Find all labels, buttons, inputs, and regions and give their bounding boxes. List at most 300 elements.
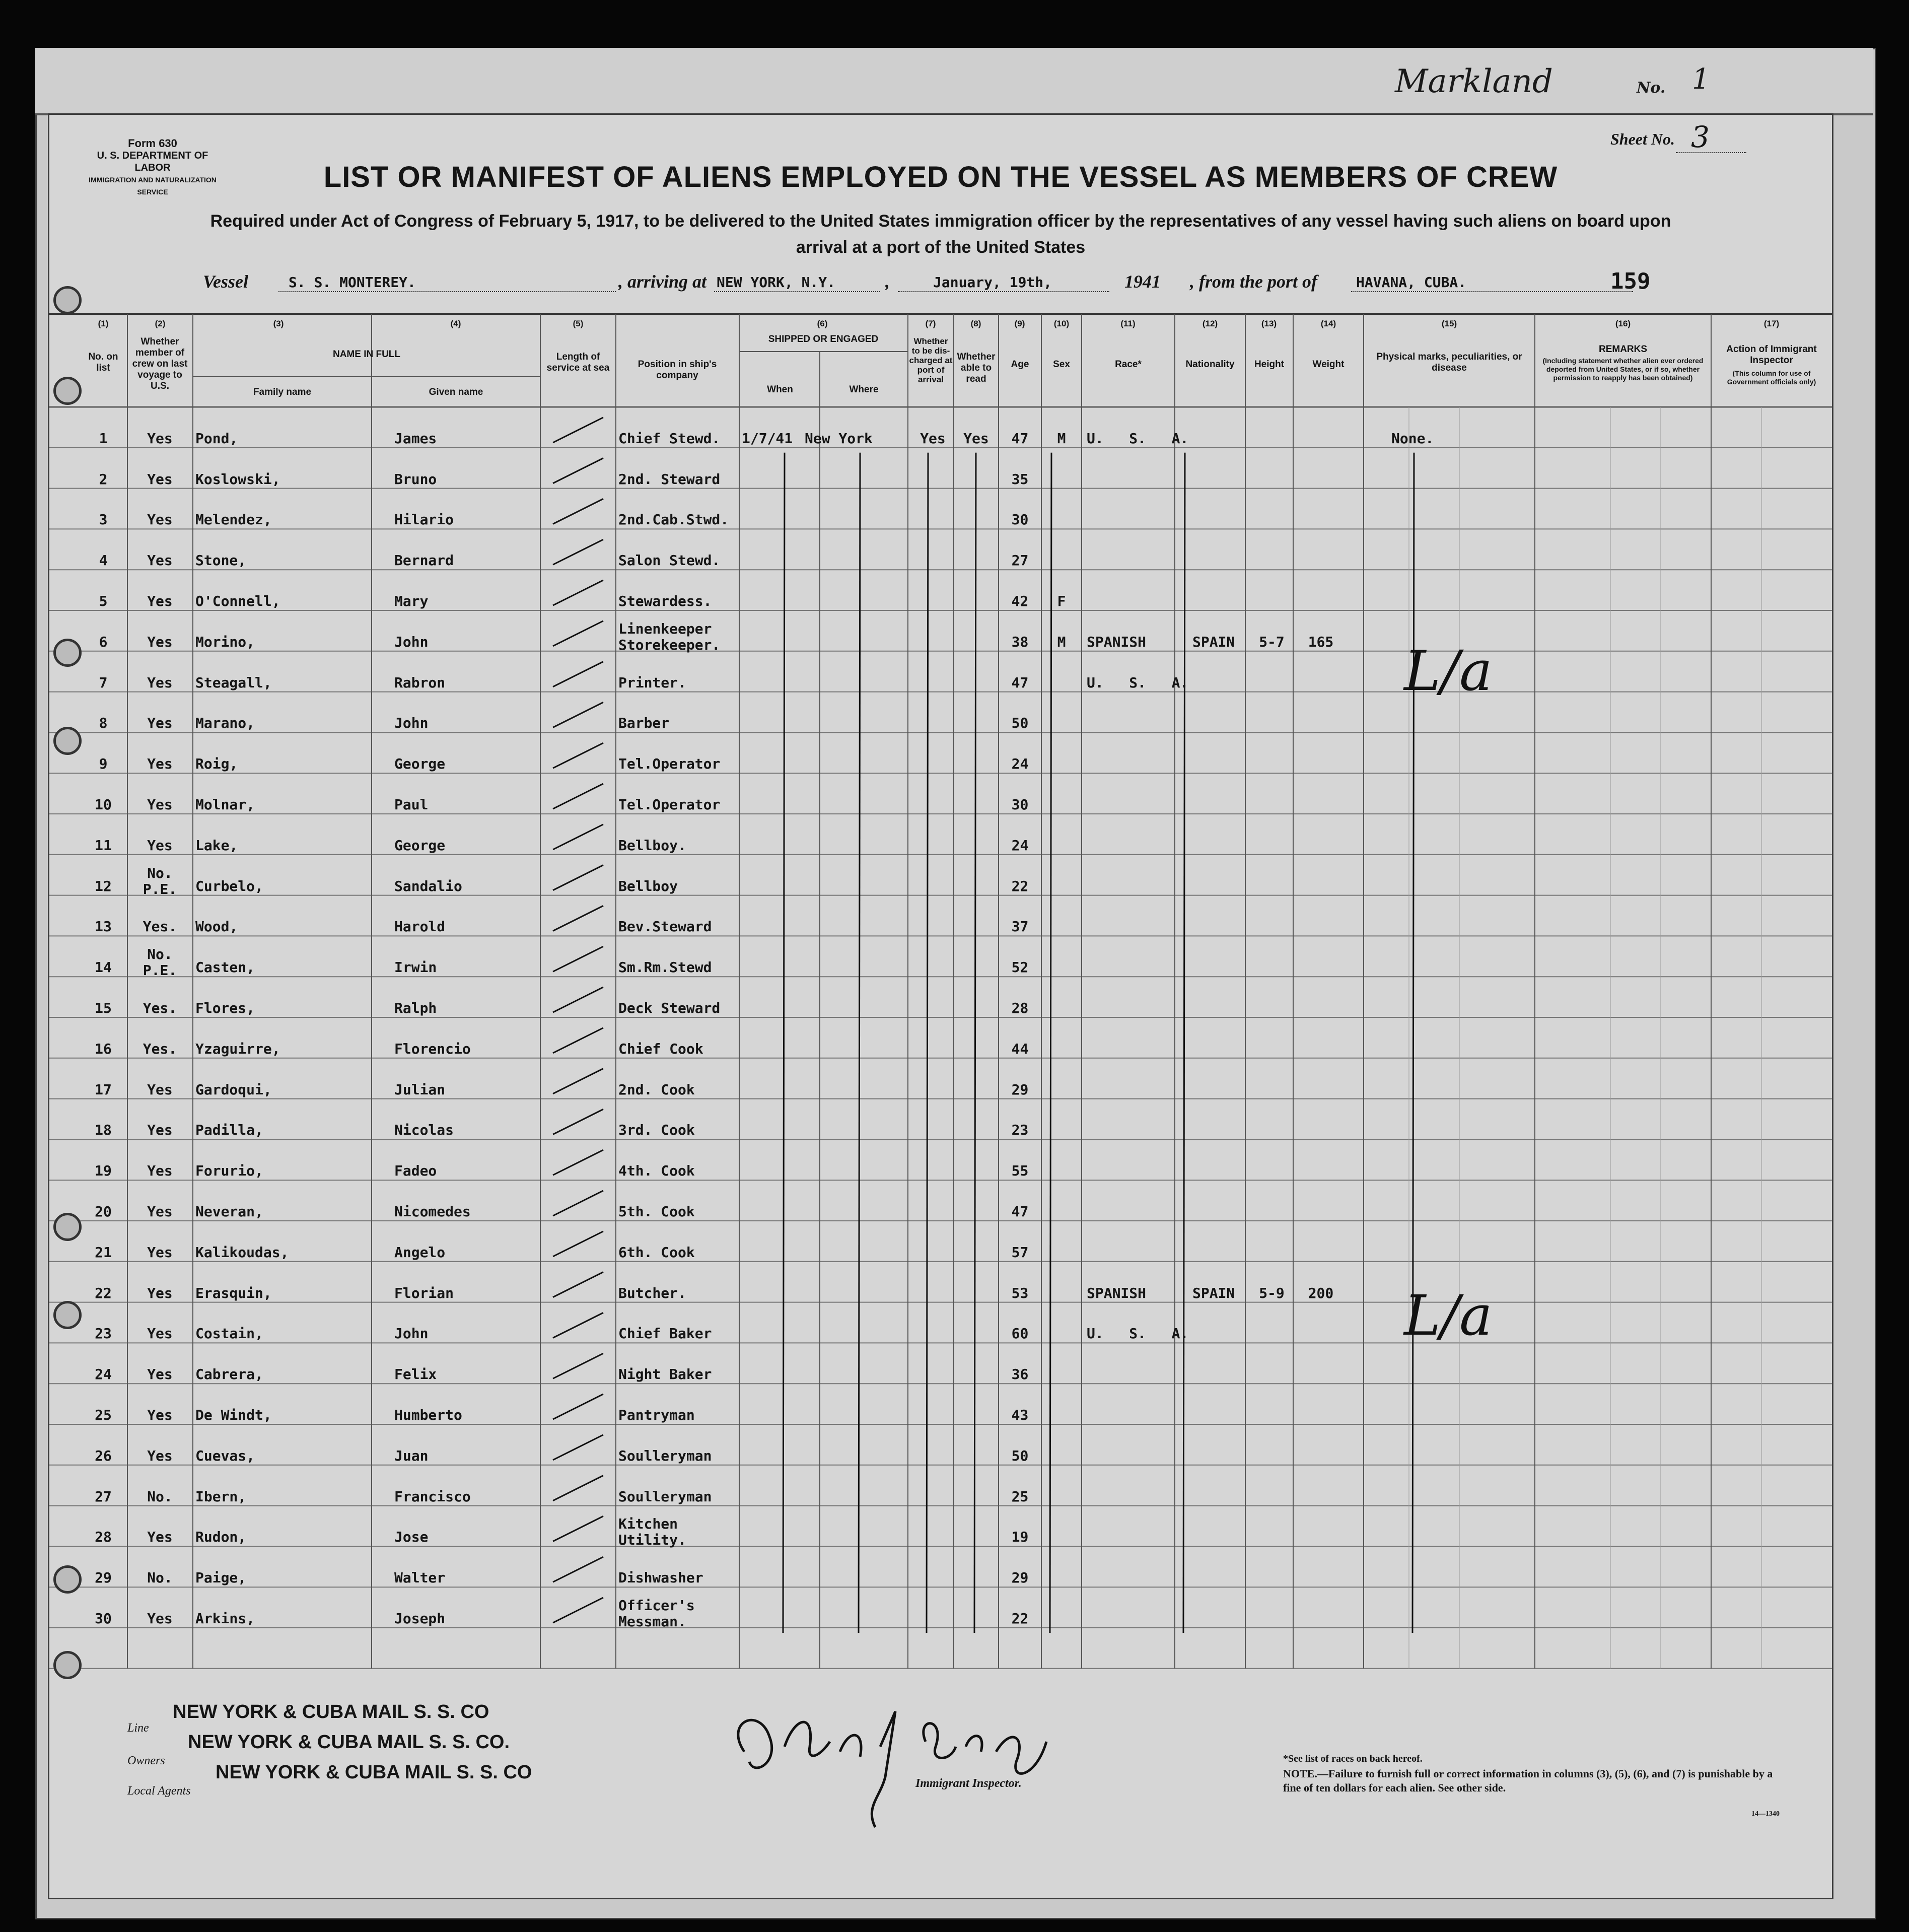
service-tick-mark (553, 784, 603, 809)
member-of-crew: Yes (147, 1284, 173, 1301)
row-number: 28 (95, 1529, 112, 1546)
column-number: (17) (1763, 319, 1780, 328)
discharged: Yes (920, 430, 946, 447)
given-name: Walter (394, 1569, 446, 1586)
member-of-crew: Yes (147, 1407, 173, 1423)
family-name: Marano, (195, 715, 255, 732)
service-tick-mark (553, 865, 603, 890)
row-number: 15 (95, 1000, 112, 1016)
family-name: Lake, (195, 837, 238, 854)
member-of-crew: Yes (147, 1366, 173, 1383)
row-number: 16 (95, 1040, 112, 1057)
header-sex: Sex (1053, 359, 1070, 370)
race: SPANISH (1087, 1284, 1147, 1301)
service-tick-mark (553, 580, 603, 605)
member-of-crew: Yes (147, 633, 173, 650)
top-no-value: 1 (1692, 63, 1710, 96)
binder-hole (53, 1301, 82, 1329)
races-note: *See list of races on back hereof. (1283, 1753, 1423, 1764)
member-of-crew: Yes (147, 1610, 173, 1627)
sheet-number-label: Sheet No. (1610, 130, 1675, 148)
member-of-crew: No. P.E. (143, 864, 177, 898)
row-number: 25 (95, 1407, 112, 1423)
position: Linenkeeper Storekeeper. (618, 620, 721, 653)
service-tick-mark (553, 662, 603, 687)
vessel-value: S. S. MONTEREY. (289, 274, 416, 291)
age: 24 (1011, 837, 1029, 854)
given-name: Angelo (394, 1244, 446, 1261)
member-of-crew: Yes (147, 552, 173, 569)
age: 53 (1011, 1284, 1029, 1301)
page-subtitle: Required under Act of Congress of February 5, 1917, to be delivered to the United States immigration officer by the representatives of any vessel having such aliens on board upon arrival at a port of the United States (210, 212, 1671, 257)
given-name: Hilario (394, 511, 454, 528)
column-number: (7) (925, 319, 936, 328)
age: 43 (1011, 1407, 1029, 1423)
height: 5-7 (1259, 633, 1285, 650)
row-number: 5 (99, 593, 108, 609)
member-of-crew: Yes (147, 470, 173, 488)
binder-hole (53, 377, 82, 405)
family-name: Roig, (195, 755, 238, 773)
row-number: 14 (95, 959, 112, 976)
immigrant-inspector-label: Immigrant Inspector. (915, 1777, 1022, 1790)
member-of-crew: Yes (147, 1529, 173, 1546)
binder-hole (53, 1213, 82, 1241)
member-of-crew: Yes (147, 755, 173, 773)
family-name: Steagall, (195, 674, 272, 691)
sheet-number-value: 3 (1691, 120, 1710, 154)
row-number: 4 (99, 552, 108, 569)
header-remarks: REMARKS (1598, 344, 1648, 355)
header-shipped-or-engaged: SHIPPED OR ENGAGED (768, 334, 879, 344)
la-annotation-row-22: L/a (1404, 1283, 1493, 1348)
row-number: 9 (99, 755, 108, 773)
shipped-when: 1/7/41 (742, 430, 793, 447)
age: 42 (1011, 593, 1029, 609)
row-number: 7 (99, 674, 108, 691)
family-name: Wood, (195, 918, 238, 935)
service-tick-mark (553, 987, 603, 1012)
given-name: Bernard (394, 552, 454, 569)
binder-hole (53, 1651, 82, 1679)
family-name: Ibern, (195, 1488, 247, 1505)
header-physical-marks: Physical marks, peculiarities, or disease (1376, 352, 1522, 373)
column-number: (10) (1053, 319, 1070, 328)
family-name: Paige, (195, 1569, 247, 1586)
age: 52 (1011, 959, 1029, 976)
row-number: 2 (99, 470, 108, 488)
member-of-crew: No. P.E. (143, 946, 177, 979)
row-number: 22 (95, 1284, 112, 1301)
member-of-crew: Yes (147, 715, 173, 732)
position: 5th. Cook (618, 1203, 695, 1220)
column-number: (3) (273, 319, 284, 328)
age: 30 (1011, 511, 1029, 528)
row-number: 29 (95, 1569, 112, 1586)
member-of-crew: Yes. (143, 918, 177, 935)
binder-hole (53, 286, 82, 314)
given-name: Humberto (394, 1407, 462, 1423)
header-height: Height (1254, 359, 1285, 370)
local-agents-label: Local Agents (127, 1784, 191, 1798)
age: 38 (1011, 633, 1029, 650)
family-name: Rudon, (195, 1529, 247, 1546)
service-tick-mark (553, 1476, 603, 1501)
from-label: , from the port of (1190, 271, 1318, 292)
nationality: SPAIN (1192, 633, 1235, 650)
race: SPANISH (1087, 633, 1147, 650)
form-number: Form 630 (128, 137, 177, 150)
member-of-crew: Yes. (143, 1040, 177, 1057)
column-number: (2) (155, 319, 166, 328)
given-name: George (394, 755, 446, 773)
print-code: 14—1340 (1751, 1810, 1780, 1818)
age: 44 (1011, 1040, 1029, 1057)
position: Chief Stewd. (618, 430, 721, 447)
age: 22 (1011, 1610, 1029, 1627)
family-name: O'Connell, (195, 593, 280, 609)
column-number: (11) (1120, 319, 1136, 328)
position: Sm.Rm.Stewd (618, 959, 712, 976)
row-number: 6 (99, 633, 108, 650)
position: Stewardess. (618, 593, 712, 609)
binder-hole (53, 727, 82, 755)
family-name: Padilla, (195, 1122, 263, 1139)
line-value: NEW YORK & CUBA MAIL S. S. CO (173, 1701, 489, 1722)
given-name: Paul (394, 796, 429, 813)
family-name: Melendez, (195, 511, 272, 528)
age: 29 (1011, 1081, 1029, 1098)
sex: M (1057, 430, 1066, 447)
given-name: Fadeo (394, 1162, 437, 1180)
family-name: Stone, (195, 552, 247, 569)
age: 47 (1011, 674, 1029, 691)
given-name: Florencio (394, 1040, 471, 1057)
sex: M (1057, 633, 1066, 650)
column-number: (16) (1615, 319, 1631, 328)
row-number: 24 (95, 1366, 112, 1383)
family-name: Molnar, (195, 796, 255, 813)
member-of-crew: Yes (147, 1244, 173, 1261)
age: 37 (1011, 918, 1029, 935)
header-position: Position in ship's company (638, 359, 717, 381)
family-name: Erasquin, (195, 1284, 272, 1301)
age: 36 (1011, 1366, 1029, 1383)
given-name: Sandalio (394, 877, 462, 894)
row-number: 23 (95, 1325, 112, 1342)
position: 2nd. Cook (618, 1081, 695, 1098)
column-number: (8) (970, 319, 981, 328)
header-race: Race* (1115, 359, 1142, 370)
position: Officer's Messman. (618, 1597, 695, 1630)
row-number: 19 (95, 1162, 112, 1180)
family-name: Curbelo, (195, 877, 263, 894)
row-number: 20 (95, 1203, 112, 1220)
service-tick-mark (553, 1109, 603, 1134)
given-name: Nicomedes (394, 1203, 471, 1220)
given-name: John (394, 633, 429, 650)
column-number: (15) (1441, 319, 1457, 328)
column-number: (6) (817, 319, 828, 328)
position: Chief Baker (618, 1325, 712, 1342)
header-name-in-full: NAME IN FULL (332, 349, 401, 360)
member-of-crew: Yes (147, 837, 173, 854)
service-tick-mark (553, 946, 603, 972)
position: Kitchen Utility. (618, 1515, 686, 1549)
member-of-crew: Yes (147, 796, 173, 813)
weight: 165 (1308, 633, 1334, 650)
column-number: (13) (1261, 319, 1277, 328)
given-name: Julian (394, 1081, 446, 1098)
given-name: Florian (394, 1284, 454, 1301)
ditto-line (783, 453, 785, 1633)
given-name: Francisco (394, 1488, 471, 1505)
member-of-crew: Yes (147, 674, 173, 691)
family-name: Arkins, (195, 1610, 255, 1627)
header-member-of-crew: Whether member of crew on last voyage to U.S. (132, 336, 188, 391)
sex: F (1057, 593, 1066, 609)
service-tick-mark (553, 1598, 603, 1623)
nationality: SPAIN (1192, 1284, 1235, 1301)
vessel-label: Vessel (203, 271, 248, 292)
member-of-crew: No. (147, 1488, 173, 1505)
age: 30 (1011, 796, 1029, 813)
family-name: Cuevas, (195, 1447, 255, 1464)
top-strip (35, 48, 1873, 115)
header-age: Age (1011, 359, 1029, 370)
position: Salon Stewd. (618, 552, 721, 569)
age: 55 (1011, 1162, 1029, 1180)
age: 27 (1011, 552, 1029, 569)
service-tick-mark (553, 418, 603, 443)
age: 47 (1011, 430, 1029, 447)
owners-value: NEW YORK & CUBA MAIL S. S. CO. (188, 1732, 510, 1753)
department-name: U. S. DEPARTMENT OF LABOR (97, 150, 208, 173)
position: Tel.Operator (618, 755, 721, 773)
row-number: 13 (95, 918, 112, 935)
service-tick-mark (553, 1028, 603, 1053)
header-where: Where (849, 384, 879, 395)
member-of-crew: Yes. (143, 1000, 177, 1016)
given-name: James (394, 430, 437, 447)
given-name: Irwin (394, 959, 437, 976)
row-number: 1 (99, 430, 108, 447)
header-no-on-list: No. on list (88, 352, 118, 373)
family-name: Yzaguirre, (195, 1040, 280, 1057)
position: Bellboy. (618, 837, 686, 854)
member-of-crew: Yes (147, 593, 173, 609)
service-tick-mark (553, 1557, 603, 1582)
age: 22 (1011, 877, 1029, 894)
family-name: Morino, (195, 633, 255, 650)
position: 3rd. Cook (618, 1122, 695, 1139)
service-tick-mark (553, 906, 603, 931)
family-name: Casten, (195, 959, 255, 976)
header-family-name: Family name (253, 387, 312, 397)
family-name: Costain, (195, 1325, 263, 1342)
row-number: 10 (95, 796, 112, 813)
age: 24 (1011, 755, 1029, 773)
service-tick-mark (553, 499, 603, 524)
stamp-number: 159 (1610, 268, 1651, 294)
member-of-crew: Yes (147, 1447, 173, 1464)
age: 60 (1011, 1325, 1029, 1342)
row-number: 21 (95, 1244, 112, 1261)
date-comma: , (885, 271, 890, 292)
age: 25 (1011, 1488, 1029, 1505)
row-number: 8 (99, 715, 108, 732)
member-of-crew: Yes (147, 1122, 173, 1139)
position: Soulleryman (618, 1447, 712, 1464)
year-value: 1941 (1124, 271, 1161, 292)
row-number: 11 (95, 837, 112, 854)
handwriting-top-right: Markland (1395, 63, 1553, 100)
local-agents-value: NEW YORK & CUBA MAIL S. S. CO (216, 1762, 532, 1783)
header-remarks-note: (Including statement whether alien ever ordered deported from United States, or if so, whether permission to reapply has been obtained) (1542, 357, 1704, 382)
physical-marks: None. (1391, 430, 1434, 447)
la-annotation-row-6: L/a (1404, 639, 1493, 703)
service-tick-mark (553, 1353, 603, 1378)
member-of-crew: Yes (147, 1203, 173, 1220)
column-number: (5) (573, 319, 584, 328)
given-name: Jose (394, 1529, 429, 1546)
header-able-to-read: Whether able to read (957, 352, 996, 384)
position: Bev.Steward (618, 918, 712, 935)
age: 57 (1011, 1244, 1029, 1261)
header-inspector-action: Action of Immigrant Inspector (1726, 344, 1817, 366)
position: Chief Cook (618, 1040, 703, 1057)
position: 6th. Cook (618, 1244, 695, 1261)
given-name: George (394, 837, 446, 854)
shipped-where: New York (805, 430, 873, 447)
position: Pantryman (618, 1407, 695, 1423)
family-name: Flores, (195, 1000, 255, 1016)
weight: 200 (1308, 1284, 1334, 1301)
family-name: Neveran, (195, 1203, 263, 1220)
family-name: Kalikoudas, (195, 1244, 289, 1261)
position: Soulleryman (618, 1488, 712, 1505)
given-name: John (394, 715, 429, 732)
header-when: When (767, 384, 793, 395)
position: Dishwasher (618, 1569, 703, 1586)
column-number: (14) (1320, 319, 1336, 328)
column-number: (4) (450, 319, 461, 328)
column-number: (12) (1202, 319, 1218, 328)
header-weight: Weight (1312, 359, 1345, 370)
given-name: Felix (394, 1366, 437, 1383)
member-of-crew: Yes (147, 1081, 173, 1098)
row-number: 27 (95, 1488, 112, 1505)
family-name: Forurio, (195, 1162, 263, 1180)
position: 2nd.Cab.Stwd. (618, 511, 729, 528)
member-of-crew: No. (147, 1569, 173, 1586)
binder-hole (53, 639, 82, 667)
service-tick-mark (553, 824, 603, 850)
header-nationality: Nationality (1185, 359, 1235, 370)
age: 35 (1011, 470, 1029, 488)
member-of-crew: Yes (147, 511, 173, 528)
member-of-crew: Yes (147, 430, 173, 447)
age: 47 (1011, 1203, 1029, 1220)
binder-hole (53, 1565, 82, 1594)
page-title: LIST OR MANIFEST OF ALIENS EMPLOYED ON THE VESSEL AS MEMBERS OF CREW (323, 161, 1558, 193)
row-number: 18 (95, 1122, 112, 1139)
able-to-read: Yes (963, 430, 989, 447)
given-name: Nicolas (394, 1122, 454, 1139)
ditto-line (1183, 453, 1185, 1633)
given-name: Bruno (394, 470, 437, 488)
arriving-label: , arriving at (618, 271, 707, 292)
top-no-label: No. (1637, 79, 1666, 97)
position: 4th. Cook (618, 1162, 695, 1180)
member-of-crew: Yes (147, 1325, 173, 1342)
race: U. S. A. (1087, 674, 1189, 691)
age: 19 (1011, 1529, 1029, 1546)
row-number: 30 (95, 1610, 112, 1627)
penalty-note: NOTE.—Failure to furnish full or correct information in columns (3), (5), (6), and (7) is punishable by a fine of ten dollars for each alien. See other side. (1283, 1767, 1773, 1794)
column-number: (1) (98, 319, 109, 328)
service-tick-mark (553, 702, 603, 727)
date-value: January, 19th, (933, 274, 1052, 291)
family-name: Pond, (195, 430, 238, 447)
given-name: John (394, 1325, 429, 1342)
service-tick-mark (553, 1150, 603, 1175)
ditto-line (974, 453, 976, 1633)
ditto-line (1050, 453, 1051, 1633)
ditto-line (859, 453, 860, 1633)
service-tick-mark (553, 1313, 603, 1338)
age: 28 (1011, 1000, 1029, 1016)
owners-label: Owners (127, 1754, 165, 1767)
given-name: Harold (394, 918, 446, 935)
family-name: Koslowski, (195, 470, 280, 488)
row-number: 3 (99, 511, 108, 528)
family-name: Gardoqui, (195, 1081, 272, 1098)
service-name: IMMIGRATION AND NATURALIZATION SERVICE (89, 176, 217, 196)
port-value: HAVANA, CUBA. (1356, 274, 1467, 291)
header-length-of-service: Length of service at sea (546, 352, 610, 373)
row-number: 17 (95, 1081, 112, 1098)
position: Tel.Operator (618, 796, 721, 813)
given-name: Juan (394, 1447, 429, 1464)
service-tick-mark (553, 1394, 603, 1419)
column-number: (9) (1014, 319, 1025, 328)
given-name: Ralph (394, 1000, 437, 1016)
position: 2nd. Steward (618, 470, 721, 488)
header-given-name: Given name (429, 387, 483, 397)
position: Barber (618, 715, 670, 732)
member-of-crew: Yes (147, 1162, 173, 1180)
given-name: Joseph (394, 1610, 446, 1627)
age: 50 (1011, 715, 1029, 732)
service-tick-mark (553, 621, 603, 646)
header-inspector-note: (This column for use of Government officials only) (1727, 369, 1816, 386)
position: Deck Steward (618, 1000, 721, 1016)
service-tick-mark (553, 1435, 603, 1460)
service-tick-mark (553, 539, 603, 565)
service-tick-mark (553, 1272, 603, 1297)
manifest-sheet (48, 113, 1833, 1899)
service-tick-mark (553, 1516, 603, 1541)
ditto-line (927, 453, 928, 1633)
age: 50 (1011, 1447, 1029, 1464)
arriving-value: NEW YORK, N.Y. (717, 274, 836, 291)
family-name: Cabrera, (195, 1366, 263, 1383)
line-label: Line (127, 1721, 149, 1735)
given-name: Rabron (394, 674, 446, 691)
age: 29 (1011, 1569, 1029, 1586)
family-name: De Windt, (195, 1407, 272, 1423)
